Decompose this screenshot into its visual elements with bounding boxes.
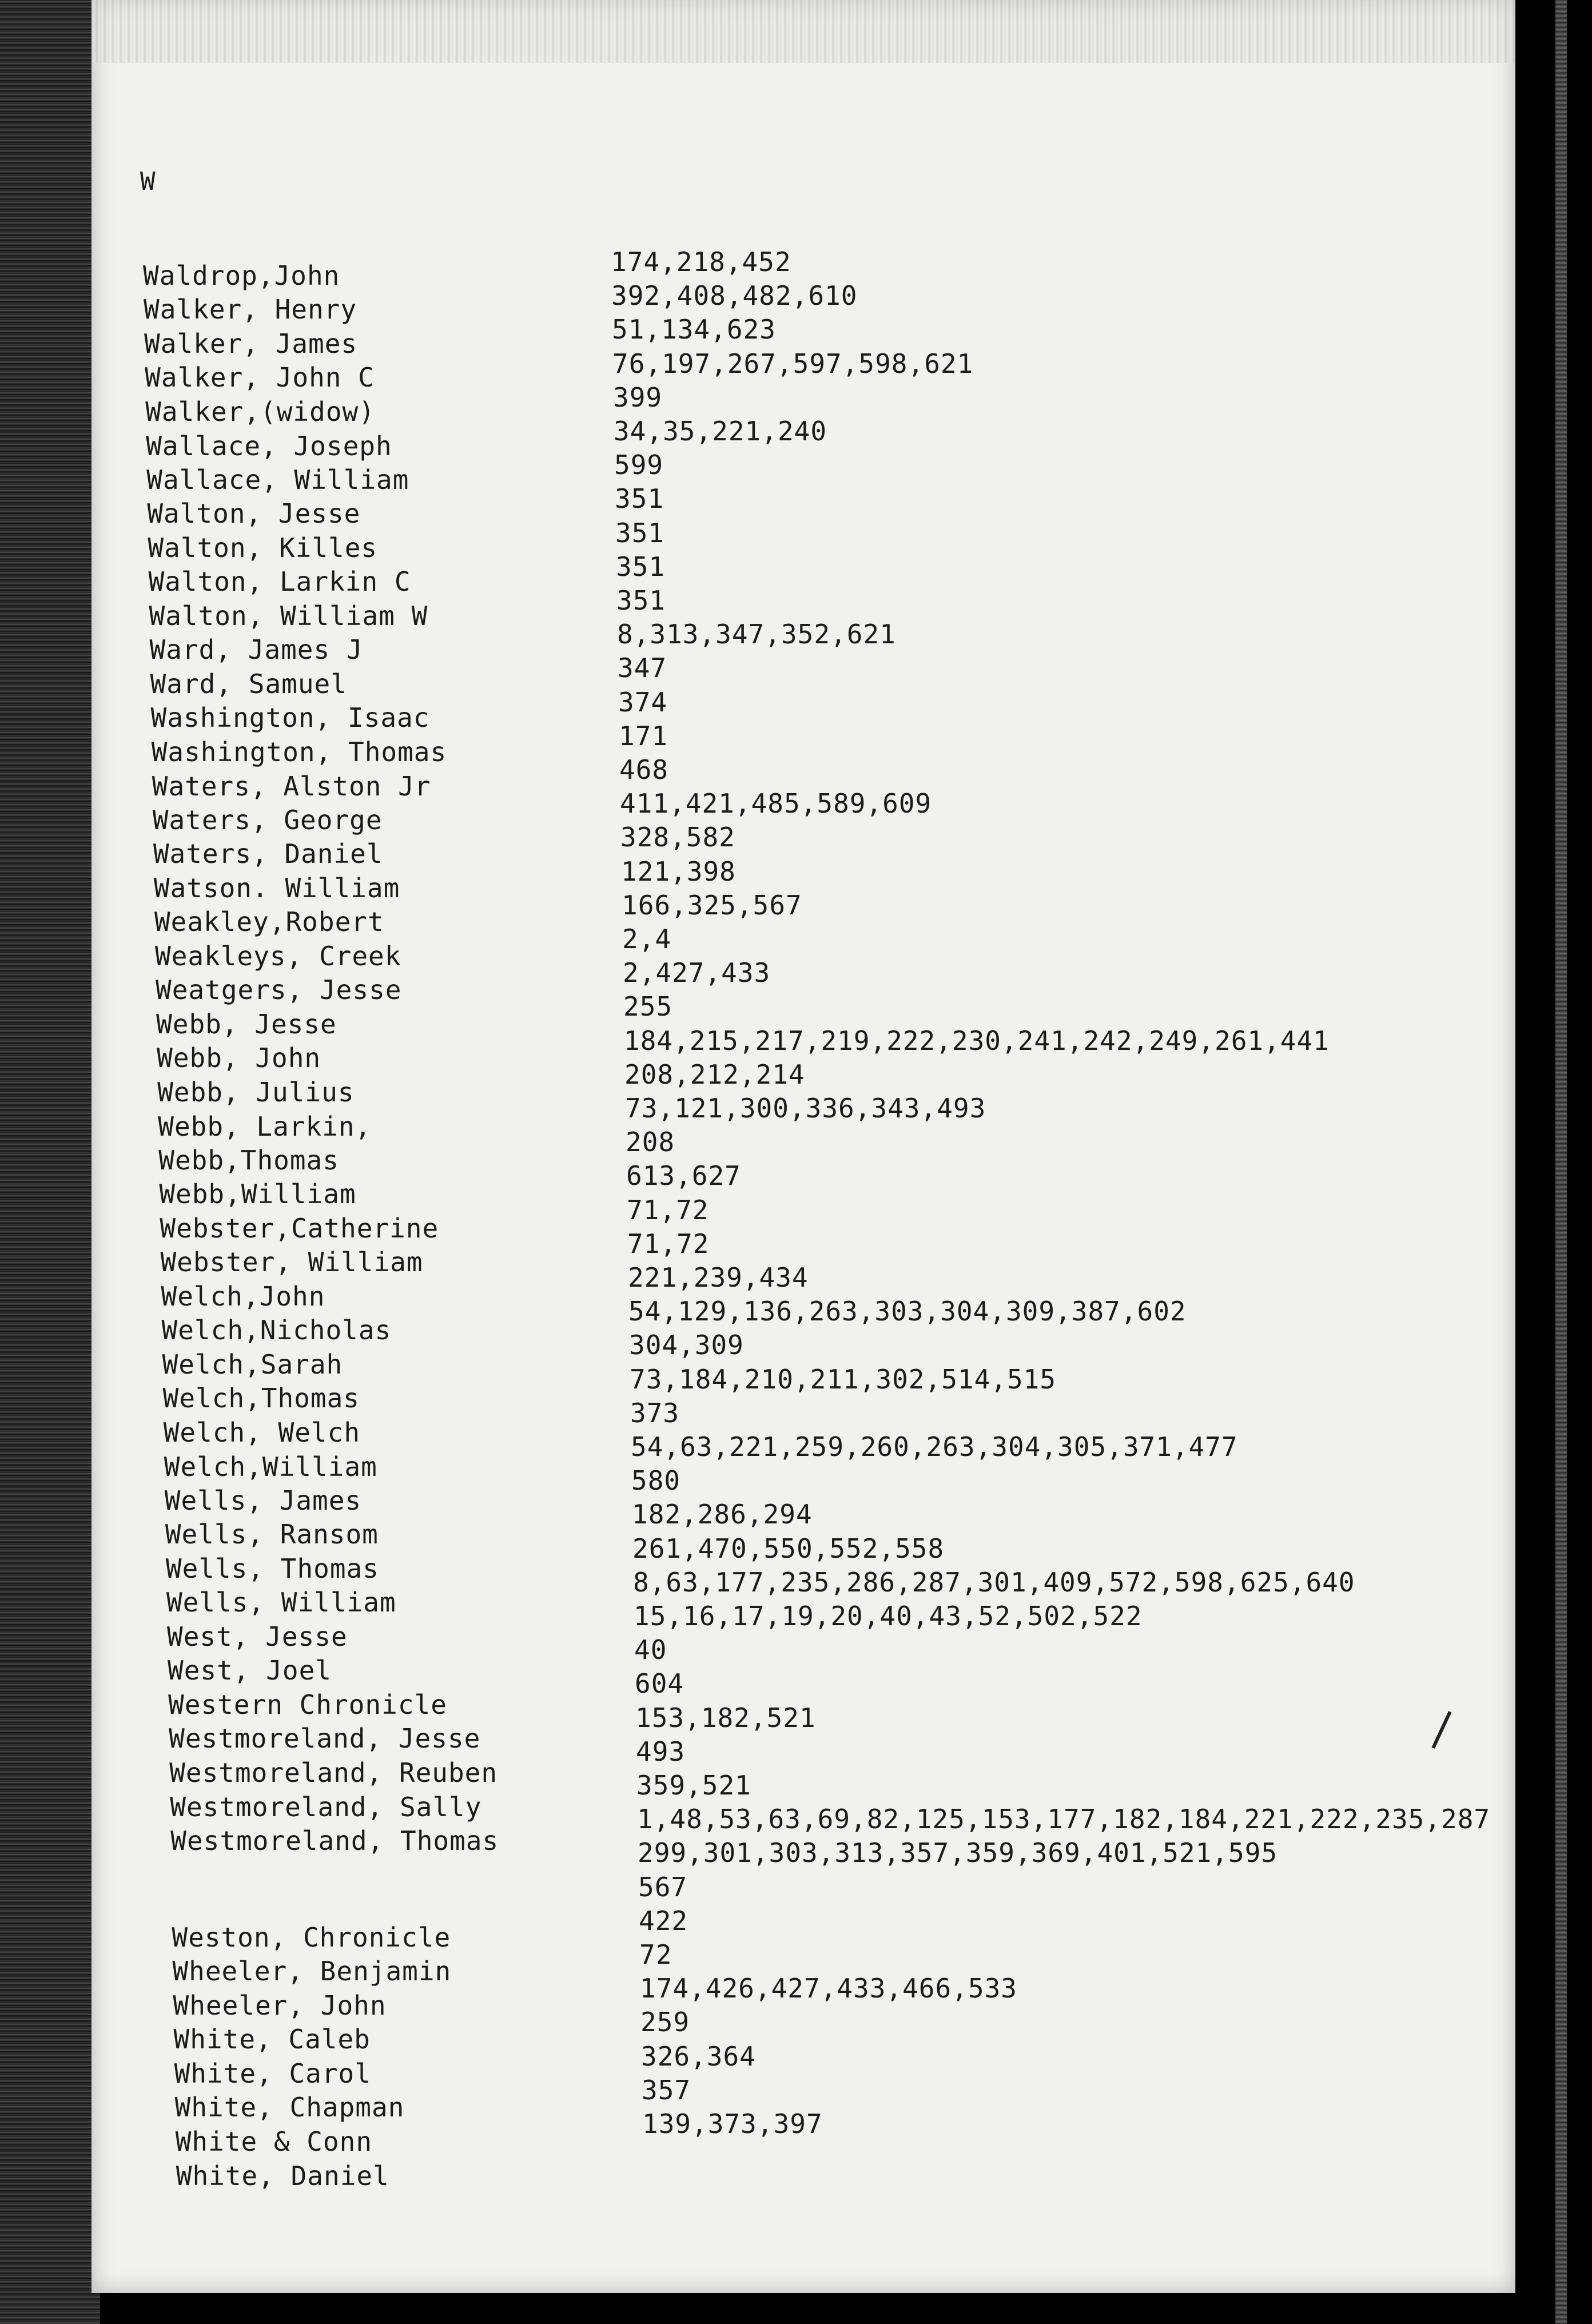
entry-pages: 182,286,294	[632, 1499, 813, 1530]
entry-pages: 2,427,433	[623, 957, 771, 989]
entry-pages: 351	[615, 483, 664, 515]
entry-name: Wallace, William	[146, 464, 409, 495]
entry-pages: 174,426,427,433,466,533	[640, 1973, 1017, 2004]
entry-pages: 374	[618, 686, 668, 718]
entry-name: White, Carol	[174, 2058, 371, 2089]
entry-pages: 599	[614, 449, 664, 481]
entry-pages: 40	[634, 1634, 667, 1666]
scan-right-border	[1515, 0, 1592, 2324]
entry-pages: 139,373,397	[642, 2108, 823, 2139]
entry-name: Weston, Chronicle	[172, 1921, 451, 1953]
entry-name: Ward, James J	[149, 634, 363, 666]
entry-name: Westmoreland, Thomas	[170, 1825, 499, 1856]
entry-name: Waldrop,John	[143, 260, 340, 291]
entry-pages: 468	[619, 754, 669, 785]
index-entry	[91, 651, 1515, 699]
entry-name: Walker,(widow)	[145, 396, 375, 427]
entry-pages: 72	[639, 1939, 672, 1970]
entry-pages: 604	[635, 1668, 684, 1700]
entry-name: Webster, William	[160, 1247, 423, 1278]
index-entry-list	[91, 0, 1515, 2293]
entry-name: Watson. William	[153, 872, 400, 904]
index-entry	[91, 1057, 1515, 1108]
entry-pages: 51,134,623	[612, 314, 776, 345]
index-entry	[91, 753, 1515, 802]
entry-pages: 399	[613, 381, 663, 413]
index-entry	[91, 583, 1515, 631]
entry-name: Webb, Larkin,	[158, 1111, 372, 1142]
entry-name: Welch,Nicholas	[161, 1315, 392, 1346]
entry-pages: 359,521	[636, 1770, 751, 1801]
entry-name: White & Conn	[175, 2126, 373, 2157]
index-entry	[91, 245, 1515, 291]
entry-name: West, Jesse	[167, 1621, 348, 1652]
entry-pages: 259	[640, 2007, 690, 2038]
entry-name: Wallace, Joseph	[146, 430, 392, 461]
entry-name: Wells, Ransom	[165, 1519, 379, 1550]
entry-name: Ward, Samuel	[150, 668, 347, 699]
entry-pages: 255	[623, 991, 673, 1022]
entry-name: Waters, Alston Jr	[152, 770, 431, 802]
index-entry	[91, 1836, 1515, 1870]
index-entry	[91, 1294, 1515, 1346]
entry-pages: 2,4	[622, 924, 672, 954]
entry-pages: 8,313,347,352,621	[617, 619, 896, 650]
entry-name: Westmoreland, Jesse	[169, 1723, 481, 1754]
entry-pages: 373	[630, 1397, 680, 1428]
index-entry	[91, 989, 1515, 1040]
index-entry	[91, 312, 1515, 359]
index-page	[91, 0, 1515, 2293]
index-entry	[91, 347, 1515, 393]
entry-name: Waters, Daniel	[153, 838, 383, 870]
index-entry	[91, 1091, 1515, 1142]
entry-pages: 153,182,521	[635, 1702, 816, 1733]
entry-name: Westmoreland, Reuben	[169, 1757, 498, 1788]
entry-name: Wells, William	[166, 1587, 396, 1618]
entry-pages: 54,63,221,259,260,263,304,305,371,477	[631, 1431, 1238, 1462]
entry-pages: 422	[639, 1905, 688, 1936]
entry-name: Weakleys, Creek	[155, 941, 401, 972]
scan-right-edge-strip	[1555, 0, 1567, 2324]
index-letter-heading: W	[140, 167, 157, 196]
entry-name: Walton, Jesse	[147, 498, 361, 530]
entry-pages: 71,72	[627, 1194, 709, 1225]
entry-name: Walker, John C	[145, 362, 375, 393]
entry-name: Waters, George	[152, 804, 383, 835]
entry-name: Walton, Killes	[148, 532, 378, 563]
entry-pages: 71,72	[627, 1228, 710, 1259]
entry-name: Welch,John	[161, 1281, 325, 1312]
entry-name: Welch,Sarah	[162, 1348, 343, 1380]
entry-name: Western Chronicle	[168, 1689, 447, 1720]
index-entry	[91, 448, 1515, 495]
entry-pages: 493	[636, 1736, 686, 1767]
entry-pages: 613,627	[626, 1160, 741, 1192]
index-entry	[91, 1193, 1515, 1244]
entry-pages: 54,129,136,263,303,304,309,387,602	[628, 1296, 1187, 1327]
index-entry	[91, 617, 1515, 666]
entry-pages: 221,239,434	[628, 1262, 809, 1293]
entry-name: Washington, Thomas	[151, 736, 447, 767]
entry-pages: 1,48,53,63,69,82,125,153,177,182,184,221,222,235,287	[637, 1804, 1491, 1835]
entry-name: Welch,Thomas	[162, 1383, 360, 1414]
entry-pages: 73,184,210,211,302,514,515	[630, 1363, 1057, 1395]
entry-pages: 351	[615, 517, 665, 548]
entry-name: Washington, Isaac	[150, 702, 430, 734]
entry-pages: 580	[631, 1465, 681, 1497]
index-entry	[91, 1599, 1515, 1652]
entry-name: Webb, Julius	[157, 1076, 355, 1108]
entry-name: Wells, James	[164, 1485, 362, 1516]
index-entry	[91, 550, 1515, 598]
entry-pages: 166,325,567	[622, 889, 802, 921]
index-entry	[91, 516, 1515, 563]
entry-pages: 328,582	[620, 822, 735, 853]
entry-name: White, Daniel	[176, 2160, 389, 2191]
entry-name: Wells, Thomas	[165, 1553, 379, 1584]
index-entry	[91, 685, 1515, 734]
index-entry	[91, 278, 1515, 325]
entry-name: Welch,William	[164, 1451, 377, 1482]
index-entry	[91, 414, 1515, 461]
index-entry	[91, 888, 1515, 938]
scan-left-border	[0, 0, 100, 2324]
entry-name: Wheeler, John	[173, 1990, 387, 2021]
entry-name: West, Joel	[168, 1655, 332, 1686]
entry-name: Walton, William W	[149, 600, 428, 631]
entry-pages: 347	[618, 652, 667, 684]
entry-name: Webb,Thomas	[158, 1144, 339, 1176]
entry-pages: 8,63,177,235,286,287,301,409,572,598,625,640	[633, 1566, 1355, 1598]
entry-pages: 121,398	[621, 855, 736, 887]
index-entry	[91, 481, 1515, 530]
entry-pages: 73,121,300,336,343,493	[625, 1093, 986, 1124]
index-entry	[91, 380, 1515, 427]
entry-pages: 351	[616, 551, 666, 582]
entry-name: White, Caleb	[173, 2024, 371, 2055]
entry-name: Walton, Larkin C	[148, 566, 411, 598]
entry-name: Webb, John	[157, 1042, 321, 1074]
entry-name: Westmoreland, Sally	[170, 1791, 482, 1822]
index-entry	[91, 956, 1515, 1006]
index-entry	[91, 854, 1515, 904]
entry-pages: 567	[638, 1871, 688, 1903]
entry-name: Wheeler, Benjamin	[172, 1956, 452, 1987]
entry-name: Webster,Catherine	[160, 1212, 439, 1244]
entry-pages: 261,470,550,552,558	[632, 1533, 945, 1564]
entry-name: Webb, Jesse	[156, 1008, 337, 1040]
entry-name: Weakley,Robert	[154, 906, 384, 938]
entry-name: Walker, Henry	[144, 294, 357, 325]
entry-pages: 184,215,217,219,222,230,241,242,249,261,441	[624, 1025, 1330, 1056]
entry-name: Walker, James	[144, 328, 358, 359]
entry-pages: 208	[626, 1127, 675, 1158]
index-entry	[91, 820, 1515, 870]
entry-pages: 15,16,17,19,20,40,43,52,502,522	[634, 1601, 1143, 1631]
entry-pages: 392,408,482,610	[611, 280, 858, 312]
entry-pages: 357	[642, 2074, 691, 2106]
entry-pages: 411,421,485,589,609	[620, 788, 932, 819]
entry-name: White, Chapman	[174, 2092, 405, 2123]
entry-name: Weatgers, Jesse	[156, 974, 402, 1006]
entry-name: Welch, Welch	[163, 1416, 361, 1448]
entry-pages: 76,197,267,597,598,621	[612, 348, 974, 379]
entry-pages: 351	[616, 585, 666, 616]
entry-pages: 208,212,214	[624, 1058, 805, 1090]
entry-pages: 326,364	[641, 2040, 756, 2072]
entry-pages: 34,35,221,240	[614, 416, 827, 447]
entry-pages: 304,309	[629, 1330, 744, 1361]
entry-pages: 174,218,452	[611, 246, 791, 277]
entry-pages: 299,301,303,313,357,359,369,401,521,595	[638, 1837, 1278, 1869]
entry-pages: 171	[619, 720, 668, 751]
entry-name: Webb,William	[159, 1179, 356, 1210]
index-entry	[91, 786, 1515, 835]
index-entry	[91, 719, 1515, 767]
index-entry	[91, 922, 1515, 972]
